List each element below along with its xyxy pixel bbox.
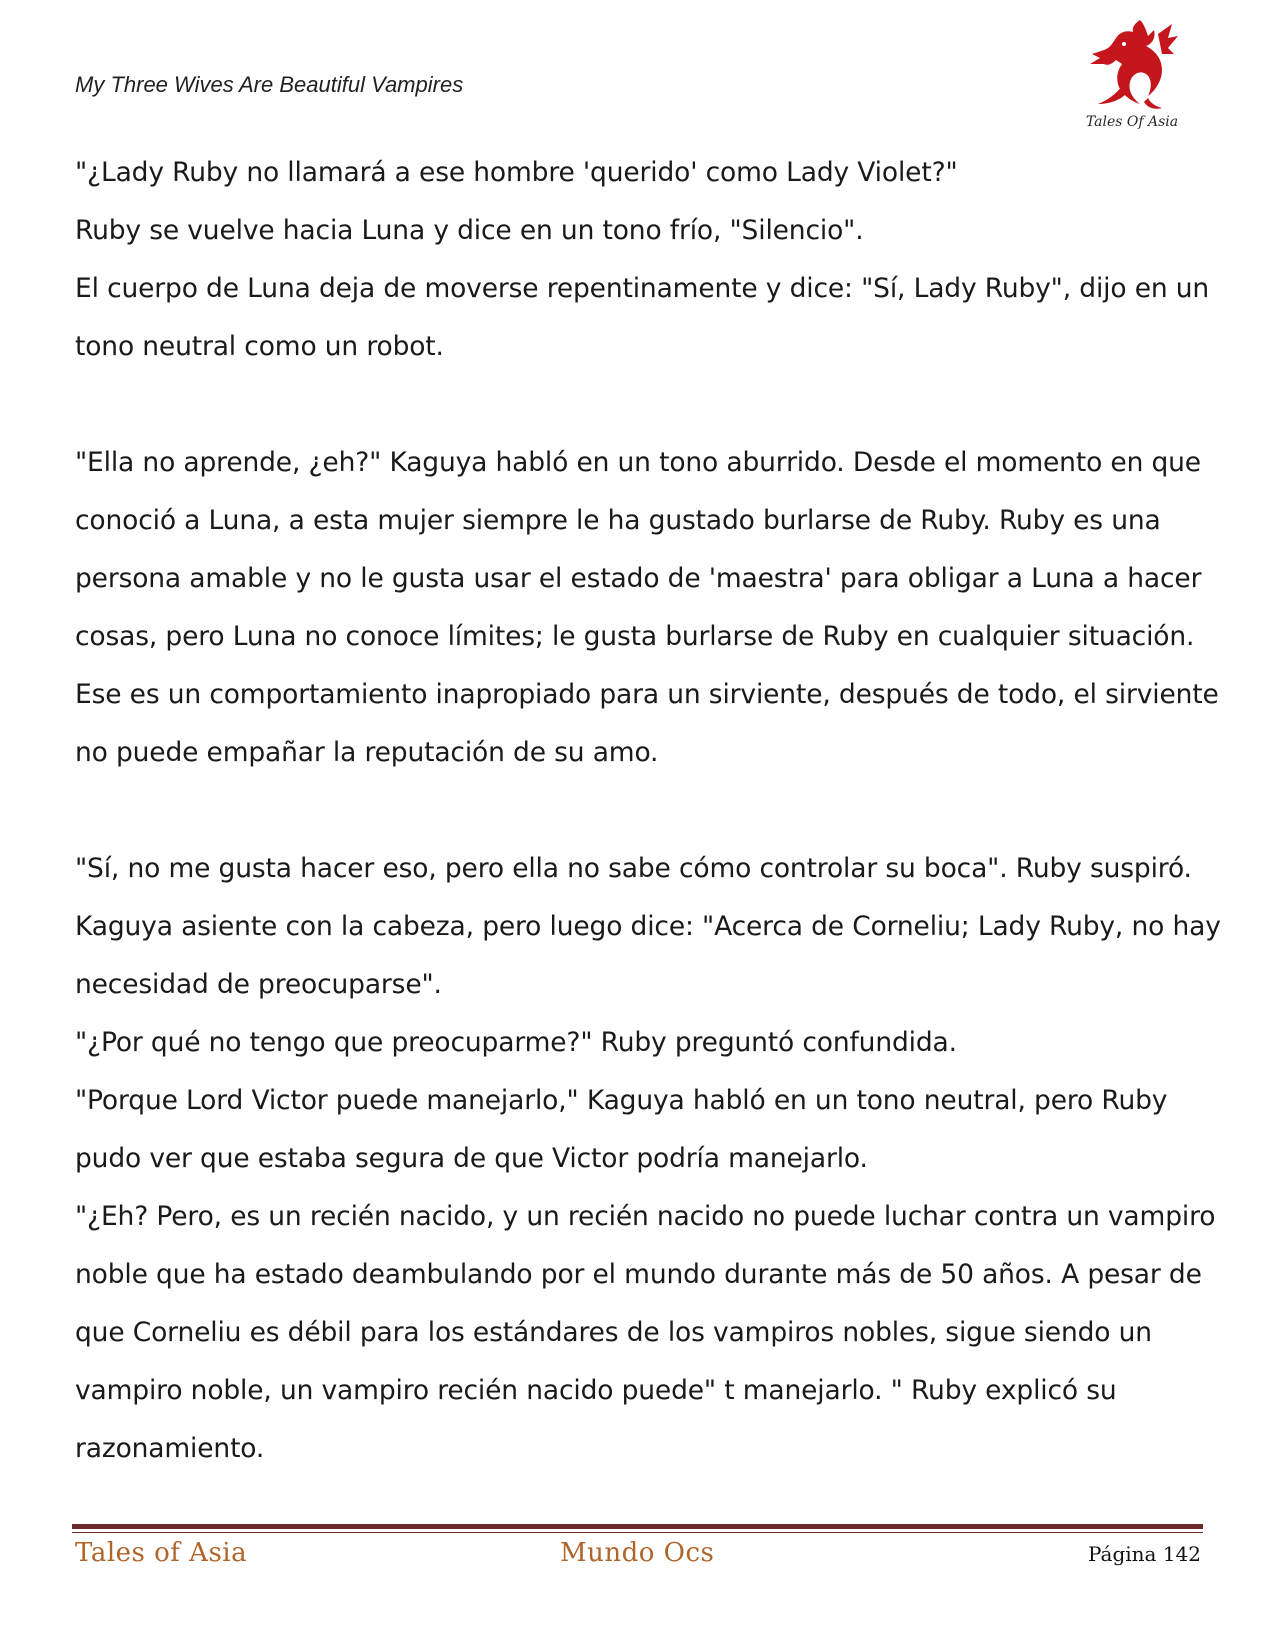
footer-center-text: Mundo Ocs xyxy=(560,1538,715,1568)
page-body xyxy=(75,144,1221,1478)
text-line: razonamiento. xyxy=(75,1433,265,1464)
text-line: "Ella no aprende, ¿eh?" Kaguya habló en un tono aburrido. Desde el momento en que xyxy=(75,447,1201,478)
text-line: tono neutral como un robot. xyxy=(75,331,444,362)
text-line: noble que ha estado deambulando por el mundo durante más de 50 años. A pesar de xyxy=(75,1259,1202,1290)
text-line: vampiro noble, un vampiro recién nacido puede" t manejarlo. " Ruby explicó su xyxy=(75,1375,1117,1406)
text-line: persona amable y no le gusta usar el estado de 'maestra' para obligar a Luna a hacer xyxy=(75,563,1202,594)
text-line: "Sí, no me gusta hacer eso, pero ella no sabe cómo controlar su boca". Ruby suspiró. xyxy=(75,853,1192,884)
text-line: "Porque Lord Victor puede manejarlo," Kaguya habló en un tono neutral, pero Ruby xyxy=(75,1085,1168,1116)
text-line: "¿Por qué no tengo que preocuparme?" Ruby preguntó confundida. xyxy=(75,1027,957,1058)
text-line: que Corneliu es débil para los estándares de los vampiros nobles, sigue siendo un xyxy=(75,1317,1152,1348)
text-line: conoció a Luna, a esta mujer siempre le ha gustado burlarse de Ruby. Ruby es una xyxy=(75,505,1161,536)
text-line: Kaguya asiente con la cabeza, pero luego dice: "Acerca de Corneliu; Lady Ruby, no hay xyxy=(75,911,1221,942)
text-line: Ese es un comportamiento inapropiado para un sirviente, después de todo, el sirviente xyxy=(75,679,1219,710)
text-line: necesidad de preocuparse". xyxy=(75,969,442,1000)
text-line: Ruby se vuelve hacia Luna y dice en un tono frío, "Silencio". xyxy=(75,215,864,246)
text-line: pudo ver que estaba segura de que Victor podría manejarlo. xyxy=(75,1143,868,1174)
text-line: "¿Eh? Pero, es un recién nacido, y un recién nacido no puede luchar contra un vampiro xyxy=(75,1201,1216,1232)
red-dragon-icon xyxy=(1082,14,1182,114)
book-title: My Three Wives Are Beautiful Vampires xyxy=(75,72,464,97)
footer-rule xyxy=(72,1524,1203,1529)
page-number: Página 142 xyxy=(1087,1542,1201,1566)
logo-text: Tales Of Asia xyxy=(1085,114,1179,130)
footer-publisher: Tales of Asia xyxy=(75,1538,248,1568)
text-line: no puede empañar la reputación de su amo. xyxy=(75,737,659,768)
logo xyxy=(1082,14,1182,136)
text-line: cosas, pero Luna no conoce límites; le gusta burlarse de Ruby en cualquier situación. xyxy=(75,621,1195,652)
footer-rule-thin xyxy=(72,1532,1203,1533)
text-line: "¿Lady Ruby no llamará a ese hombre 'querido' como Lady Violet?" xyxy=(75,157,958,188)
text-line: El cuerpo de Luna deja de moverse repentinamente y dice: "Sí, Lady Ruby", dijo en un xyxy=(75,273,1210,304)
